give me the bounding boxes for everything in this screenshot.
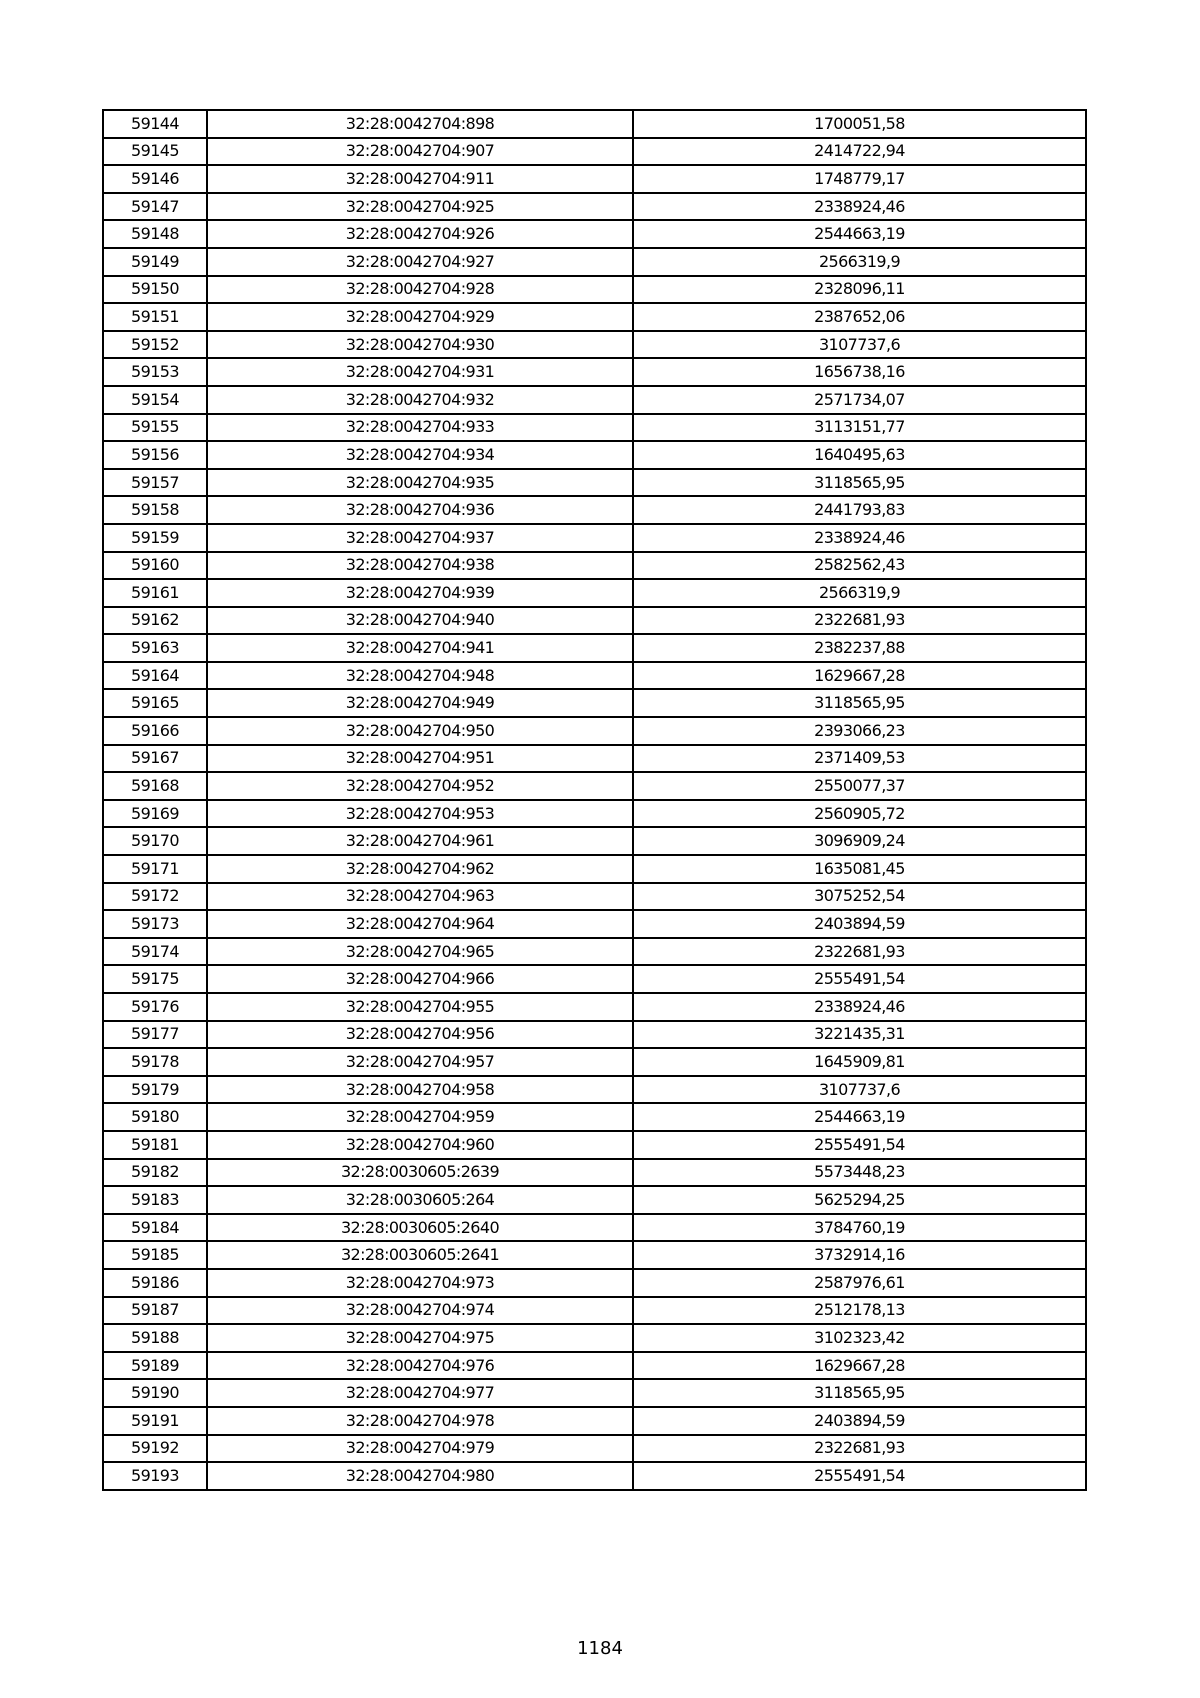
- value-cell: 2566319,9: [633, 579, 1086, 607]
- row-number-cell: 59189: [103, 1352, 207, 1380]
- row-number-cell: 59191: [103, 1407, 207, 1435]
- table-row: [103, 1407, 1086, 1435]
- row-number-cell: 59146: [103, 165, 207, 193]
- row-number-cell: 59154: [103, 386, 207, 414]
- value-cell: 3118565,95: [633, 469, 1086, 497]
- cadastral-number-cell: 32:28:0042704:911: [207, 165, 633, 193]
- table-row: [103, 827, 1086, 855]
- value-cell: 2512178,13: [633, 1297, 1086, 1325]
- cadastral-number-cell: 32:28:0042704:940: [207, 607, 633, 635]
- table-row: [103, 938, 1086, 966]
- cadastral-number-cell: 32:28:0042704:966: [207, 965, 633, 993]
- table-row: [103, 496, 1086, 524]
- row-number-cell: 59145: [103, 138, 207, 166]
- value-cell: 5625294,25: [633, 1186, 1086, 1214]
- value-cell: 2555491,54: [633, 1462, 1086, 1490]
- cadastral-number-cell: 32:28:0042704:949: [207, 689, 633, 717]
- cadastral-number-cell: 32:28:0042704:951: [207, 745, 633, 773]
- row-number-cell: 59147: [103, 193, 207, 221]
- row-number-cell: 59148: [103, 220, 207, 248]
- cadastral-number-cell: 32:28:0042704:939: [207, 579, 633, 607]
- table-row: [103, 414, 1086, 442]
- cadastral-number-cell: 32:28:0042704:979: [207, 1435, 633, 1463]
- cadastral-number-cell: 32:28:0030605:2640: [207, 1214, 633, 1242]
- table-row: [103, 717, 1086, 745]
- row-number-cell: 59152: [103, 331, 207, 359]
- table-row: [103, 331, 1086, 359]
- data-table: [102, 109, 1087, 1491]
- cadastral-number-cell: 32:28:0042704:927: [207, 248, 633, 276]
- table-row: [103, 579, 1086, 607]
- cadastral-number-cell: 32:28:0042704:980: [207, 1462, 633, 1490]
- cadastral-number-cell: 32:28:0042704:930: [207, 331, 633, 359]
- cadastral-number-cell: 32:28:0042704:964: [207, 910, 633, 938]
- cadastral-number-cell: 32:28:0042704:929: [207, 303, 633, 331]
- row-number-cell: 59173: [103, 910, 207, 938]
- table-row: [103, 1159, 1086, 1187]
- table-row: [103, 689, 1086, 717]
- cadastral-number-cell: 32:28:0042704:975: [207, 1324, 633, 1352]
- row-number-cell: 59159: [103, 524, 207, 552]
- cadastral-number-cell: 32:28:0042704:934: [207, 441, 633, 469]
- value-cell: 1635081,45: [633, 855, 1086, 883]
- row-number-cell: 59165: [103, 689, 207, 717]
- value-cell: 2582562,43: [633, 552, 1086, 580]
- table-body: [103, 110, 1086, 1490]
- value-cell: 2322681,93: [633, 1435, 1086, 1463]
- row-number-cell: 59182: [103, 1159, 207, 1187]
- cadastral-number-cell: 32:28:0042704:953: [207, 800, 633, 828]
- table-row: [103, 1021, 1086, 1049]
- value-cell: 3113151,77: [633, 414, 1086, 442]
- table-row: [103, 607, 1086, 635]
- table-row: [103, 662, 1086, 690]
- table-row: [103, 1269, 1086, 1297]
- value-cell: 2571734,07: [633, 386, 1086, 414]
- cadastral-number-cell: 32:28:0042704:976: [207, 1352, 633, 1380]
- cadastral-number-cell: 32:28:0042704:938: [207, 552, 633, 580]
- table-row: [103, 358, 1086, 386]
- cadastral-number-cell: 32:28:0042704:950: [207, 717, 633, 745]
- table-row: [103, 1352, 1086, 1380]
- table-row: [103, 965, 1086, 993]
- cadastral-number-cell: 32:28:0042704:963: [207, 883, 633, 911]
- value-cell: 2328096,11: [633, 276, 1086, 304]
- cadastral-number-cell: 32:28:0042704:959: [207, 1103, 633, 1131]
- cadastral-number-cell: 32:28:0042704:957: [207, 1048, 633, 1076]
- table-row: [103, 165, 1086, 193]
- value-cell: 2555491,54: [633, 965, 1086, 993]
- table-row: [103, 303, 1086, 331]
- value-cell: 1748779,17: [633, 165, 1086, 193]
- value-cell: 2338924,46: [633, 193, 1086, 221]
- value-cell: 2393066,23: [633, 717, 1086, 745]
- row-number-cell: 59168: [103, 772, 207, 800]
- value-cell: 2544663,19: [633, 220, 1086, 248]
- cadastral-number-cell: 32:28:0042704:952: [207, 772, 633, 800]
- cadastral-number-cell: 32:28:0042704:926: [207, 220, 633, 248]
- row-number-cell: 59144: [103, 110, 207, 138]
- row-number-cell: 59180: [103, 1103, 207, 1131]
- row-number-cell: 59186: [103, 1269, 207, 1297]
- row-number-cell: 59172: [103, 883, 207, 911]
- value-cell: 3075252,54: [633, 883, 1086, 911]
- table-row: [103, 248, 1086, 276]
- row-number-cell: 59158: [103, 496, 207, 524]
- row-number-cell: 59161: [103, 579, 207, 607]
- table-row: [103, 193, 1086, 221]
- row-number-cell: 59167: [103, 745, 207, 773]
- table-row: [103, 910, 1086, 938]
- cadastral-number-cell: 32:28:0042704:928: [207, 276, 633, 304]
- cadastral-number-cell: 32:28:0042704:956: [207, 1021, 633, 1049]
- cadastral-number-cell: 32:28:0042704:907: [207, 138, 633, 166]
- page-number: 1184: [577, 1638, 623, 1659]
- row-number-cell: 59150: [103, 276, 207, 304]
- row-number-cell: 59188: [103, 1324, 207, 1352]
- row-number-cell: 59162: [103, 607, 207, 635]
- value-cell: 2441793,83: [633, 496, 1086, 524]
- cadastral-number-cell: 32:28:0042704:974: [207, 1297, 633, 1325]
- table-row: [103, 745, 1086, 773]
- table-row: [103, 1379, 1086, 1407]
- value-cell: 3784760,19: [633, 1214, 1086, 1242]
- cadastral-number-cell: 32:28:0042704:965: [207, 938, 633, 966]
- row-number-cell: 59174: [103, 938, 207, 966]
- row-number-cell: 59156: [103, 441, 207, 469]
- row-number-cell: 59190: [103, 1379, 207, 1407]
- cadastral-number-cell: 32:28:0042704:932: [207, 386, 633, 414]
- table-row: [103, 1186, 1086, 1214]
- cadastral-number-cell: 32:28:0042704:898: [207, 110, 633, 138]
- table-row: [103, 772, 1086, 800]
- cadastral-number-cell: 32:28:0030605:264: [207, 1186, 633, 1214]
- value-cell: 1645909,81: [633, 1048, 1086, 1076]
- table-row: [103, 855, 1086, 883]
- table-row: [103, 1324, 1086, 1352]
- value-cell: 5573448,23: [633, 1159, 1086, 1187]
- table-row: [103, 1076, 1086, 1104]
- row-number-cell: 59171: [103, 855, 207, 883]
- value-cell: 1656738,16: [633, 358, 1086, 386]
- value-cell: 3221435,31: [633, 1021, 1086, 1049]
- value-cell: 1700051,58: [633, 110, 1086, 138]
- table-row: [103, 1297, 1086, 1325]
- cadastral-number-cell: 32:28:0042704:933: [207, 414, 633, 442]
- table-row: [103, 524, 1086, 552]
- row-number-cell: 59164: [103, 662, 207, 690]
- value-cell: 3118565,95: [633, 689, 1086, 717]
- row-number-cell: 59181: [103, 1131, 207, 1159]
- value-cell: 2338924,46: [633, 524, 1086, 552]
- value-cell: 1629667,28: [633, 1352, 1086, 1380]
- table-row: [103, 800, 1086, 828]
- value-cell: 2550077,37: [633, 772, 1086, 800]
- value-cell: 2555491,54: [633, 1131, 1086, 1159]
- cadastral-number-cell: 32:28:0042704:925: [207, 193, 633, 221]
- value-cell: 2403894,59: [633, 910, 1086, 938]
- row-number-cell: 59160: [103, 552, 207, 580]
- table-row: [103, 1048, 1086, 1076]
- table-row: [103, 138, 1086, 166]
- table-row: [103, 469, 1086, 497]
- row-number-cell: 59153: [103, 358, 207, 386]
- value-cell: 2414722,94: [633, 138, 1086, 166]
- row-number-cell: 59166: [103, 717, 207, 745]
- cadastral-number-cell: 32:28:0042704:973: [207, 1269, 633, 1297]
- table-row: [103, 110, 1086, 138]
- table-row: [103, 1462, 1086, 1490]
- value-cell: 2322681,93: [633, 938, 1086, 966]
- value-cell: 2338924,46: [633, 993, 1086, 1021]
- table-row: [103, 1241, 1086, 1269]
- row-number-cell: 59149: [103, 248, 207, 276]
- value-cell: 2544663,19: [633, 1103, 1086, 1131]
- value-cell: 2382237,88: [633, 634, 1086, 662]
- table-row: [103, 386, 1086, 414]
- cadastral-number-cell: 32:28:0042704:978: [207, 1407, 633, 1435]
- value-cell: 2371409,53: [633, 745, 1086, 773]
- value-cell: 3107737,6: [633, 1076, 1086, 1104]
- row-number-cell: 59184: [103, 1214, 207, 1242]
- table-row: [103, 883, 1086, 911]
- table-row: [103, 441, 1086, 469]
- row-number-cell: 59187: [103, 1297, 207, 1325]
- cadastral-number-cell: 32:28:0042704:977: [207, 1379, 633, 1407]
- row-number-cell: 59169: [103, 800, 207, 828]
- value-cell: 2587976,61: [633, 1269, 1086, 1297]
- table-row: [103, 993, 1086, 1021]
- cadastral-number-cell: 32:28:0042704:936: [207, 496, 633, 524]
- row-number-cell: 59155: [103, 414, 207, 442]
- cadastral-number-cell: 32:28:0042704:962: [207, 855, 633, 883]
- value-cell: 1629667,28: [633, 662, 1086, 690]
- value-cell: 2566319,9: [633, 248, 1086, 276]
- row-number-cell: 59192: [103, 1435, 207, 1463]
- cadastral-number-cell: 32:28:0030605:2639: [207, 1159, 633, 1187]
- table-row: [103, 220, 1086, 248]
- table-row: [103, 1103, 1086, 1131]
- cadastral-number-cell: 32:28:0042704:961: [207, 827, 633, 855]
- cadastral-number-cell: 32:28:0042704:948: [207, 662, 633, 690]
- row-number-cell: 59163: [103, 634, 207, 662]
- row-number-cell: 59175: [103, 965, 207, 993]
- cadastral-number-cell: 32:28:0042704:931: [207, 358, 633, 386]
- table-row: [103, 552, 1086, 580]
- table-row: [103, 1131, 1086, 1159]
- table-row: [103, 634, 1086, 662]
- value-cell: 3102323,42: [633, 1324, 1086, 1352]
- row-number-cell: 59177: [103, 1021, 207, 1049]
- cadastral-number-cell: 32:28:0042704:941: [207, 634, 633, 662]
- cadastral-number-cell: 32:28:0030605:2641: [207, 1241, 633, 1269]
- cadastral-number-cell: 32:28:0042704:937: [207, 524, 633, 552]
- row-number-cell: 59151: [103, 303, 207, 331]
- row-number-cell: 59178: [103, 1048, 207, 1076]
- row-number-cell: 59176: [103, 993, 207, 1021]
- table-row: [103, 276, 1086, 304]
- row-number-cell: 59157: [103, 469, 207, 497]
- cadastral-number-cell: 32:28:0042704:960: [207, 1131, 633, 1159]
- row-number-cell: 59183: [103, 1186, 207, 1214]
- row-number-cell: 59185: [103, 1241, 207, 1269]
- cadastral-number-cell: 32:28:0042704:958: [207, 1076, 633, 1104]
- value-cell: 3732914,16: [633, 1241, 1086, 1269]
- value-cell: 3107737,6: [633, 331, 1086, 359]
- table-row: [103, 1214, 1086, 1242]
- cadastral-number-cell: 32:28:0042704:955: [207, 993, 633, 1021]
- value-cell: 2387652,06: [633, 303, 1086, 331]
- value-cell: 3096909,24: [633, 827, 1086, 855]
- value-cell: 1640495,63: [633, 441, 1086, 469]
- row-number-cell: 59193: [103, 1462, 207, 1490]
- table-row: [103, 1435, 1086, 1463]
- value-cell: 2322681,93: [633, 607, 1086, 635]
- row-number-cell: 59170: [103, 827, 207, 855]
- cadastral-number-cell: 32:28:0042704:935: [207, 469, 633, 497]
- value-cell: 3118565,95: [633, 1379, 1086, 1407]
- row-number-cell: 59179: [103, 1076, 207, 1104]
- value-cell: 2403894,59: [633, 1407, 1086, 1435]
- value-cell: 2560905,72: [633, 800, 1086, 828]
